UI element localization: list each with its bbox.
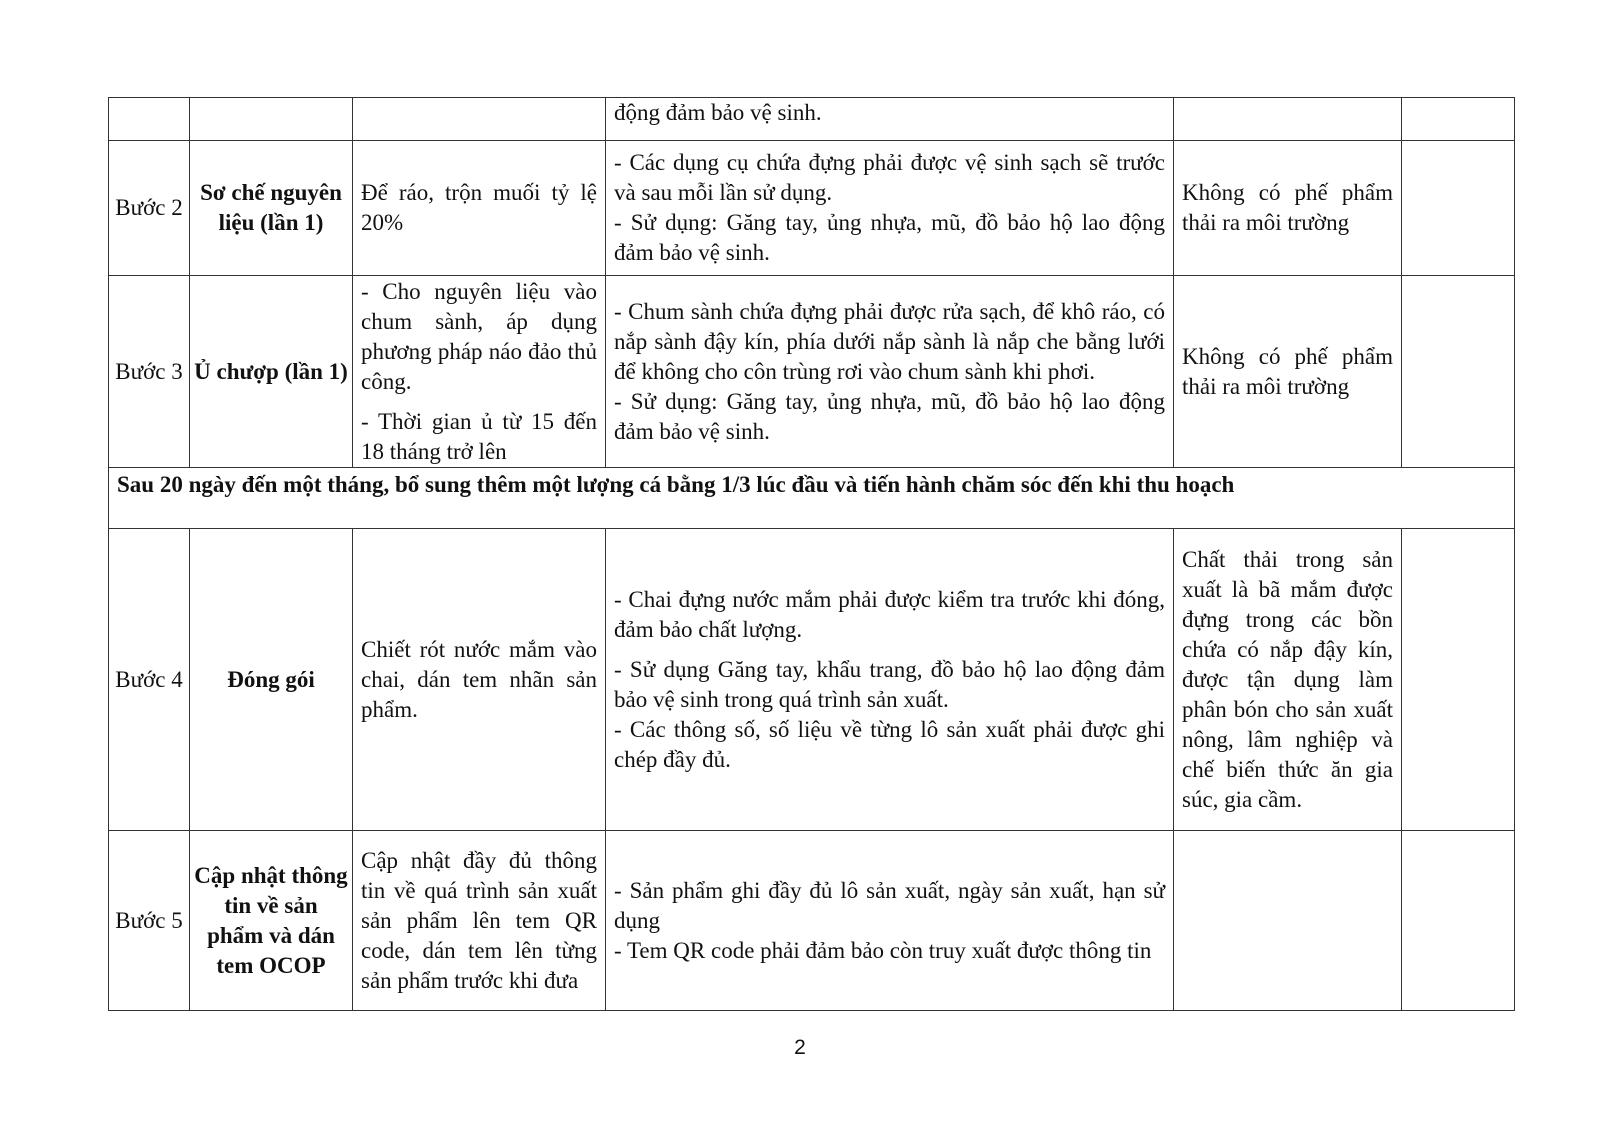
cell-requirement: động đảm bảo vệ sinh. [606,98,1174,141]
cell-desc: Để ráo, trộn muối tỷ lệ 20% [353,141,606,276]
cell-step [109,98,190,141]
cell-extra [1402,141,1515,276]
table-row [109,141,1515,276]
cell-stage: Đóng gói [190,529,353,831]
cell-requirement: - Sản phẩm ghi đầy đủ lô sản xuất, ngày sản xuất, hạn sử dụng - Tem QR code phải đảm bảo còn truy xuất được thông tin [606,831,1174,1011]
cell-extra [1402,529,1515,831]
cell-stage [190,98,353,141]
cell-requirement: - Các dụng cụ chứa đựng phải được vệ sinh sạch sẽ trước và sau mỗi lần sử dụng. - Sử dụng: Găng tay, ủng nhựa, mũ, đồ bảo hộ lao động đảm bảo vệ sinh. [606,141,1174,276]
cell-extra [1402,276,1515,468]
cell-waste: Không có phế phẩm thải ra môi trường [1174,276,1402,468]
cell-extra [1402,831,1515,1011]
cell-requirement: - Chai đựng nước mắm phải được kiểm tra trước khi đóng, đảm bảo chất lượng. - Sử dụng Găng tay, khẩu trang, đồ bảo hộ lao động đảm bảo vệ sinh trong quá trình sản xuất. - Các thông số, số liệu về từng lô sản xuất phải được ghi chép đầy đủ. [606,529,1174,831]
cell-requirement: - Chum sành chứa đựng phải được rửa sạch, để khô ráo, có nắp sành đậy kín, phía dưới nắp sành là nắp che bằng lưới để không cho côn trùng rơi vào chum sành khi phơi. - Sử dụng: Găng tay, ủng nhựa, mũ, đồ bảo hộ lao động đảm bảo vệ sinh. [606,276,1174,468]
cell-desc [353,98,606,141]
cell-stage: Cập nhật thông tin về sản phẩm và dán tem OCOP [190,831,353,1011]
cell-desc: - Cho nguyên liệu vào chum sành, áp dụng phương pháp náo đảo thủ công. - Thời gian ủ từ 15 đến 18 tháng trở lên [353,276,606,468]
table-row [109,831,1515,1011]
cell-waste [1174,98,1402,141]
cell-waste: Chất thải trong sản xuất là bã mắm được đựng trong các bồn chứa có nắp đậy kín, được tận dụng làm phân bón cho sản xuất nông, lâm nghiệp và chế biến thức ăn gia súc, gia cầm. [1174,529,1402,831]
cell-stage: Sơ chế nguyên liệu (lần 1) [190,141,353,276]
cell-waste: Không có phế phẩm thải ra môi trường [1174,141,1402,276]
cell-extra [1402,98,1515,141]
page-number: 2 [794,1036,806,1059]
cell-step: Bước 2 [109,141,190,276]
note-cell: Sau 20 ngày đến một tháng, bổ sung thêm một lượng cá bằng 1/3 lúc đầu và tiến hành chăm sóc đến khi thu hoạch [109,468,1515,529]
cell-desc: Cập nhật đầy đủ thông tin về quá trình sản xuất sản phẩm lên tem QR code, dán tem lên từng sản phẩm trước khi đưa [353,831,606,1011]
process-table [108,97,1515,1011]
cell-step: Bước 4 [109,529,190,831]
table-row [109,529,1515,831]
cell-step: Bước 5 [109,831,190,1011]
table-row [109,98,1515,141]
table-row [109,468,1515,529]
cell-step: Bước 3 [109,276,190,468]
table-row [109,276,1515,468]
cell-waste [1174,831,1402,1011]
cell-stage: Ủ chượp (lần 1) [190,276,353,468]
cell-desc: Chiết rót nước mắm vào chai, dán tem nhãn sản phẩm. [353,529,606,831]
